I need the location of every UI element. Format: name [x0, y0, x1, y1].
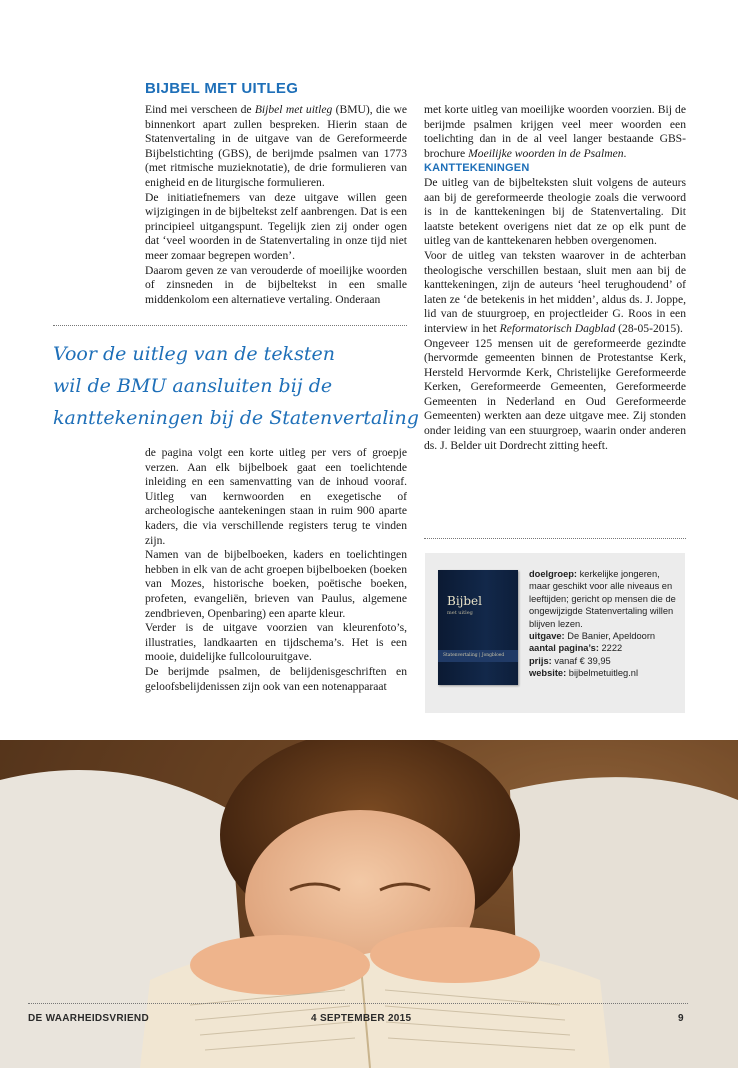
- divider: [424, 538, 686, 539]
- magazine-name: DE WAARHEIDSVRIEND: [28, 1013, 149, 1024]
- paragraph: met korte uitleg van moeilijke woorden voorzien. Bij de berijmde psalmen krijgen veel meer woorden een toelichting dan in de al veel langer bestaande GBS-brochure Moeilijke woorden in de Psalmen.: [424, 103, 686, 160]
- info-prijs: prijs: vanaf € 39,95: [529, 655, 611, 666]
- paragraph: De initiatiefnemers van deze uitgave willen geen wijzigingen in de bijbeltekst zelf aanbrengen. Dat is een principieel uitgangspunt. Tegelijk zien zij onder ogen dat ‘veel woorden in de Statenvertaling in onze tijd niet meer zomaar begrepen worden’.: [145, 190, 407, 262]
- paragraph: Namen van de bijbelboeken, kaders en toelichtingen hebben in elk van de acht groepen bijbelboeken (boeken van Mozes, historische boeken, poëtische boeken, profeten, evangeliën, brieven van Paulus, algemene zendbrieven, Openbaring) een aparte kleur.: [145, 548, 407, 620]
- paragraph: De uitleg van de bijbelteksten sluit volgens de auteurs aan bij de gereformeerde theologie zoals die verwoord is in de kanttekeningen bij de Statenvertaling. Dit laatste betekent overigens niet dat ze op elk punt de uitleg van de kanttekenaren hebben overgenomen.: [424, 175, 686, 248]
- book-cover-title: Bijbel: [447, 594, 482, 608]
- column-left-top: [145, 103, 407, 307]
- info-doelgroep: doelgroep: kerkelijke jongeren, maar geschikt voor alle niveaus en leeftijden; gericht op mensen die de ongewijzigde Statenvertaling willen blijven lezen.: [529, 569, 676, 629]
- divider: [53, 325, 407, 326]
- book-cover-image: [438, 570, 518, 685]
- book-cover-subtitle: met uitleg: [447, 610, 473, 616]
- paragraph: Verder is de uitgave voorzien van kleurenfoto’s, illustraties, landkaarten en tijdschema’s. Het is een mooie, duidelijke fullcolouruitgave.: [145, 621, 407, 664]
- column-left-bottom: [145, 446, 407, 694]
- paragraph: de pagina volgt een korte uitleg per vers of groepje verzen. Aan elk bijbelboek gaat een toelichtende inleiding en een samenvatting van de inhoud vooraf. Uitleg van kernwoorden en exegetische of archeologische aantekeningen staan in ruim 900 aparte kaders, die via verschillende registers terug te vinden zijn.: [145, 446, 407, 547]
- pull-quote-line: wil de BMU aansluiten bij de: [53, 375, 333, 397]
- paragraph: Daarom geven ze van verouderde of moeilijke woorden of zinsneden in de bijbeltekst in een smalle middenkolom een alternatieve vertaling. Onderaan: [145, 263, 407, 306]
- pull-quote-line: Voor de uitleg van de teksten: [53, 343, 335, 365]
- article-heading: BIJBEL MET UITLEG: [145, 80, 299, 97]
- book-info-box: [425, 553, 685, 713]
- page-footer: [0, 1003, 738, 1033]
- paragraph: Ongeveer 125 mensen uit de gereformeerde gezindte (hervormde gemeenten binnen de Protestantse Kerk, Hersteld Hervormde Kerk, Christelijke Gereformeerde Kerken, Gereformeerde Gemeenten, Gereformeerde Gemeenten in Nederland en Oud Gereformeerde Gemeenten) werkten aan deze uitgave mee. Zij stonden onder leiding van een stuurgroep, waarin onder anderen ds. J. Belder uit Dordrecht zitting heeft.: [424, 336, 686, 452]
- paragraph: De berijmde psalmen, de belijdenisgeschriften en geloofsbelijdenissen zijn ook van een notenapparaat: [145, 664, 407, 693]
- book-cover-band-text: Statenvertaling | Jongbloed: [443, 653, 505, 658]
- info-paginas: aantal pagina’s: 2222: [529, 643, 623, 654]
- column-right: [424, 103, 686, 453]
- book-info-text: [529, 568, 679, 680]
- page-number: 9: [678, 1013, 684, 1024]
- paragraph: Eind mei verscheen de Bijbel met uitleg (BMU), die we binnenkort apart zullen bespreken. Hierin staan de Statenvertaling in de uitgave van de Gereformeerde Bijbelstichting (GBS), de berijmde psalmen van 1773 (met ritmische muzieknotatie), de drie formulieren van enigheid en de liturgische formulieren.: [145, 103, 407, 189]
- footer-divider: [28, 1003, 688, 1004]
- issue-date: 4 SEPTEMBER 2015: [311, 1013, 412, 1024]
- info-website: website: bijbelmetuitleg.nl: [529, 668, 639, 679]
- info-uitgave: uitgave: De Banier, Apeldoorn: [529, 631, 656, 642]
- subheading: KANTTEKENINGEN: [424, 162, 530, 175]
- pull-quote: [53, 338, 419, 434]
- paragraph: Voor de uitleg van teksten waarover in de achterban theologische verschillen bestaan, sluit men aan bij de kanttekeningen, zijn de auteurs ‘heel terughoudend’ of laten ze ‘de betekenis in het midden’, aldus ds. J. Joppe, lid van de stuurgroep, en projectleider G. Roos in een interview in het Reformatorisch Dagblad (28-05-2015).: [424, 248, 686, 335]
- pull-quote-line: kanttekeningen bij de Statenvertaling: [53, 407, 419, 429]
